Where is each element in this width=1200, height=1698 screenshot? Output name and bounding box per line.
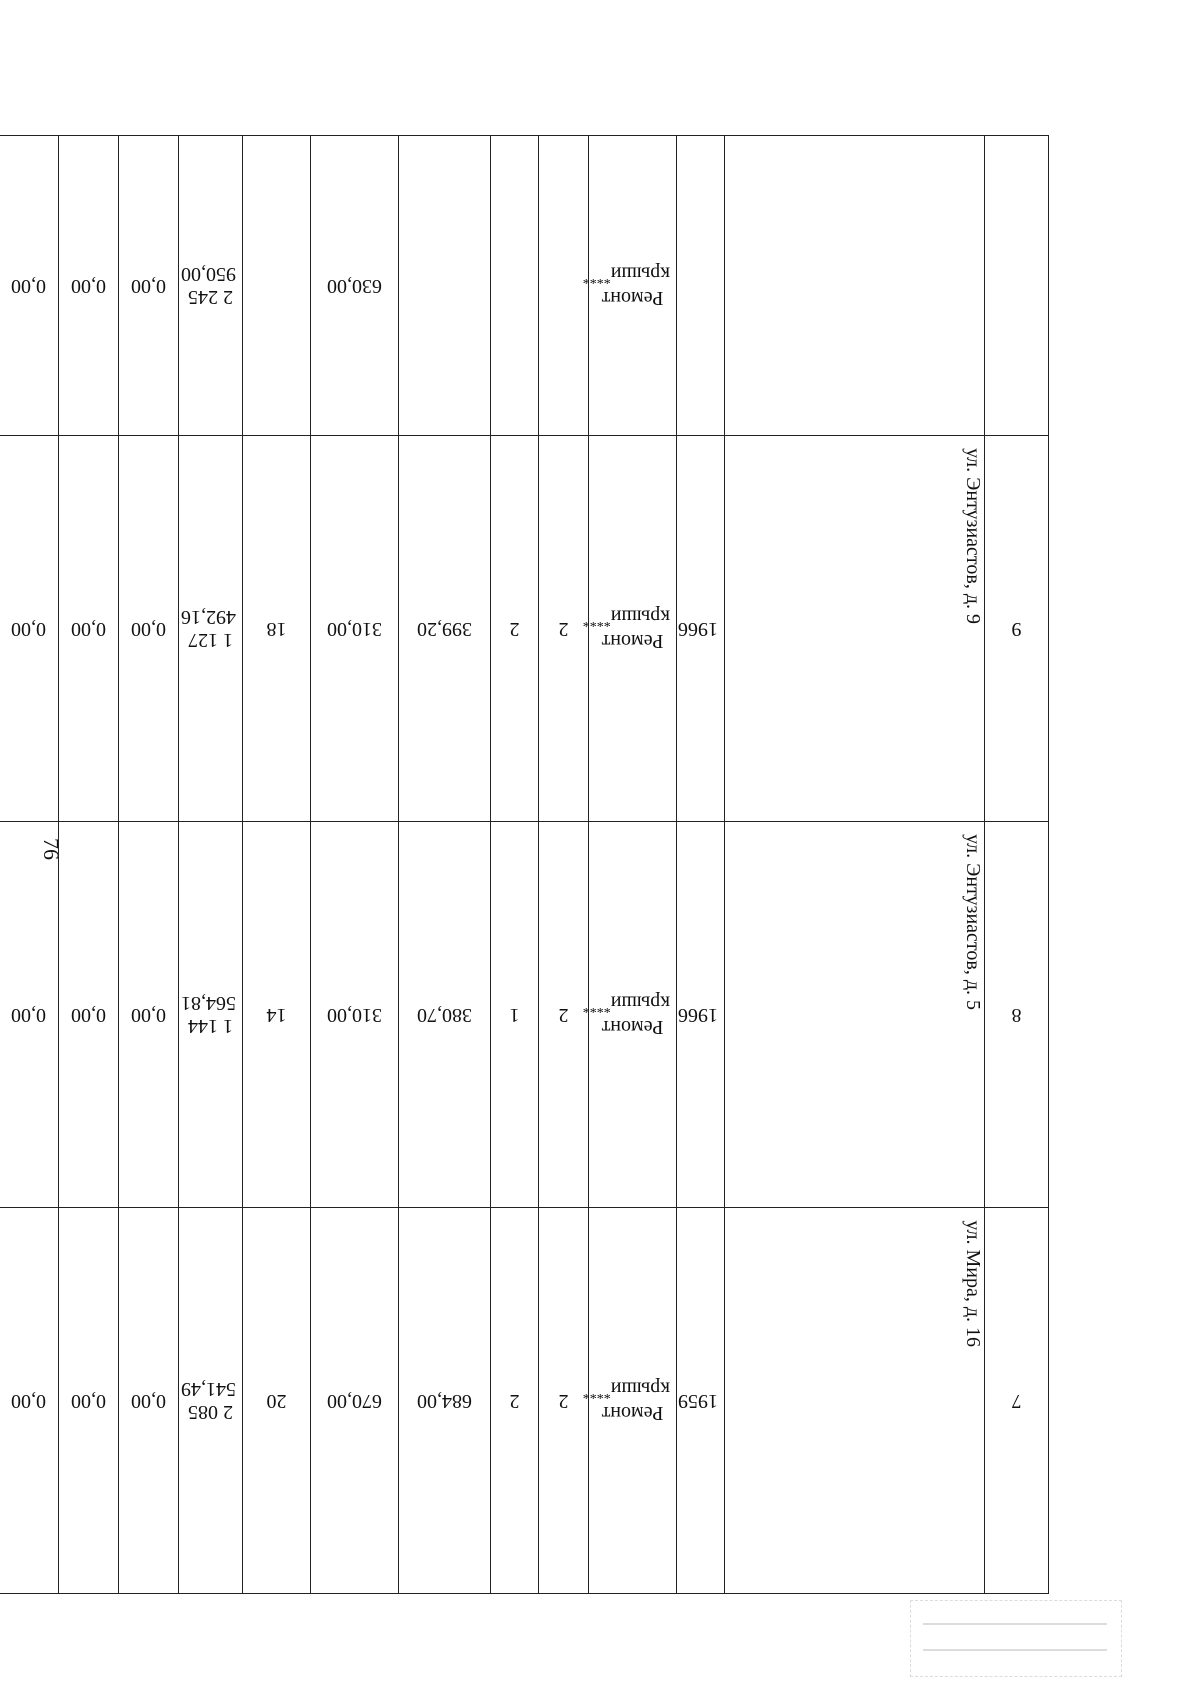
work-type-cell: Ремонт крыши****	[589, 436, 677, 822]
footnote-mark: ****	[582, 1386, 611, 1402]
local-budget-cell: 0,00	[0, 436, 59, 822]
entrances-cell: 2	[491, 436, 539, 822]
address-cell-text: ул. Энтузиастов, д. 5	[962, 834, 984, 1010]
footnote-mark: ****	[582, 614, 611, 630]
footnote-mark: ****	[582, 271, 611, 287]
footnote-mark: ****	[582, 1000, 611, 1016]
floors-cell	[539, 136, 589, 436]
roof-area-cell: 684,00	[399, 1208, 491, 1594]
address-cell-text: ул. Энтузиастов, д. 9	[962, 448, 984, 624]
cost-total-cell: 2 245 950,00	[179, 136, 243, 436]
work-type-cell: Ремонт крыши****	[589, 136, 677, 436]
fund-cell: 0,00	[119, 1208, 179, 1594]
table-row	[0, 822, 1049, 1208]
year-cell: 1959	[677, 1208, 725, 1594]
budget-cell: 0,00	[59, 136, 119, 436]
local-budget-cell: 0,00	[0, 1208, 59, 1594]
area-cell: 310,00	[311, 822, 399, 1208]
address-cell-text: ул. Мира, д. 16	[962, 1220, 984, 1347]
work-type-cell: Ремонт крыши****	[589, 822, 677, 1208]
page-number: 76	[39, 838, 64, 860]
floors-cell: 2	[539, 1208, 589, 1594]
roof-area-cell: 399,20	[399, 436, 491, 822]
budget-cell: 0,00	[59, 1208, 119, 1594]
entrances-cell	[491, 136, 539, 436]
residents-cell	[243, 136, 311, 436]
total-row	[0, 136, 1049, 436]
roof-area-cell: 380,70	[399, 822, 491, 1208]
stamp-mark	[910, 1600, 1122, 1677]
year-cell	[677, 136, 725, 436]
table-row	[0, 436, 1049, 822]
local-budget-cell: 0,00	[0, 822, 59, 1208]
repair-table	[0, 135, 1049, 1594]
row-number-cell: 7	[985, 1208, 1049, 1594]
entrances-cell: 2	[491, 1208, 539, 1594]
area-cell: 670,00	[311, 1208, 399, 1594]
year-cell: 1966	[677, 436, 725, 822]
cost-total-cell: 1 144 564,81	[179, 822, 243, 1208]
fund-cell: 0,00	[119, 136, 179, 436]
fund-cell: 0,00	[119, 436, 179, 822]
address-cell	[725, 436, 985, 822]
residents-cell: 14	[243, 822, 311, 1208]
table-row	[0, 1208, 1049, 1594]
entrances-cell: 1	[491, 822, 539, 1208]
local-budget-cell: 0,00	[0, 136, 59, 436]
residents-cell: 20	[243, 1208, 311, 1594]
cost-total-cell: 2 085 541,49	[179, 1208, 243, 1594]
area-cell: 310,00	[311, 436, 399, 822]
budget-cell: 0,00	[59, 822, 119, 1208]
work-type-cell: Ремонт крыши****	[589, 1208, 677, 1594]
row-number-cell: 9	[985, 436, 1049, 822]
area-cell: 630,00	[311, 136, 399, 436]
year-cell: 1966	[677, 822, 725, 1208]
address-cell	[725, 822, 985, 1208]
cost-total-cell: 1 127 492,16	[179, 436, 243, 822]
roof-area-cell	[399, 136, 491, 436]
floors-cell: 2	[539, 822, 589, 1208]
floors-cell: 2	[539, 436, 589, 822]
row-number-cell	[985, 136, 1049, 436]
address-cell	[725, 136, 985, 436]
residents-cell: 18	[243, 436, 311, 822]
budget-cell: 0,00	[59, 436, 119, 822]
row-number-cell: 8	[985, 822, 1049, 1208]
fund-cell: 0,00	[119, 822, 179, 1208]
address-cell	[725, 1208, 985, 1594]
